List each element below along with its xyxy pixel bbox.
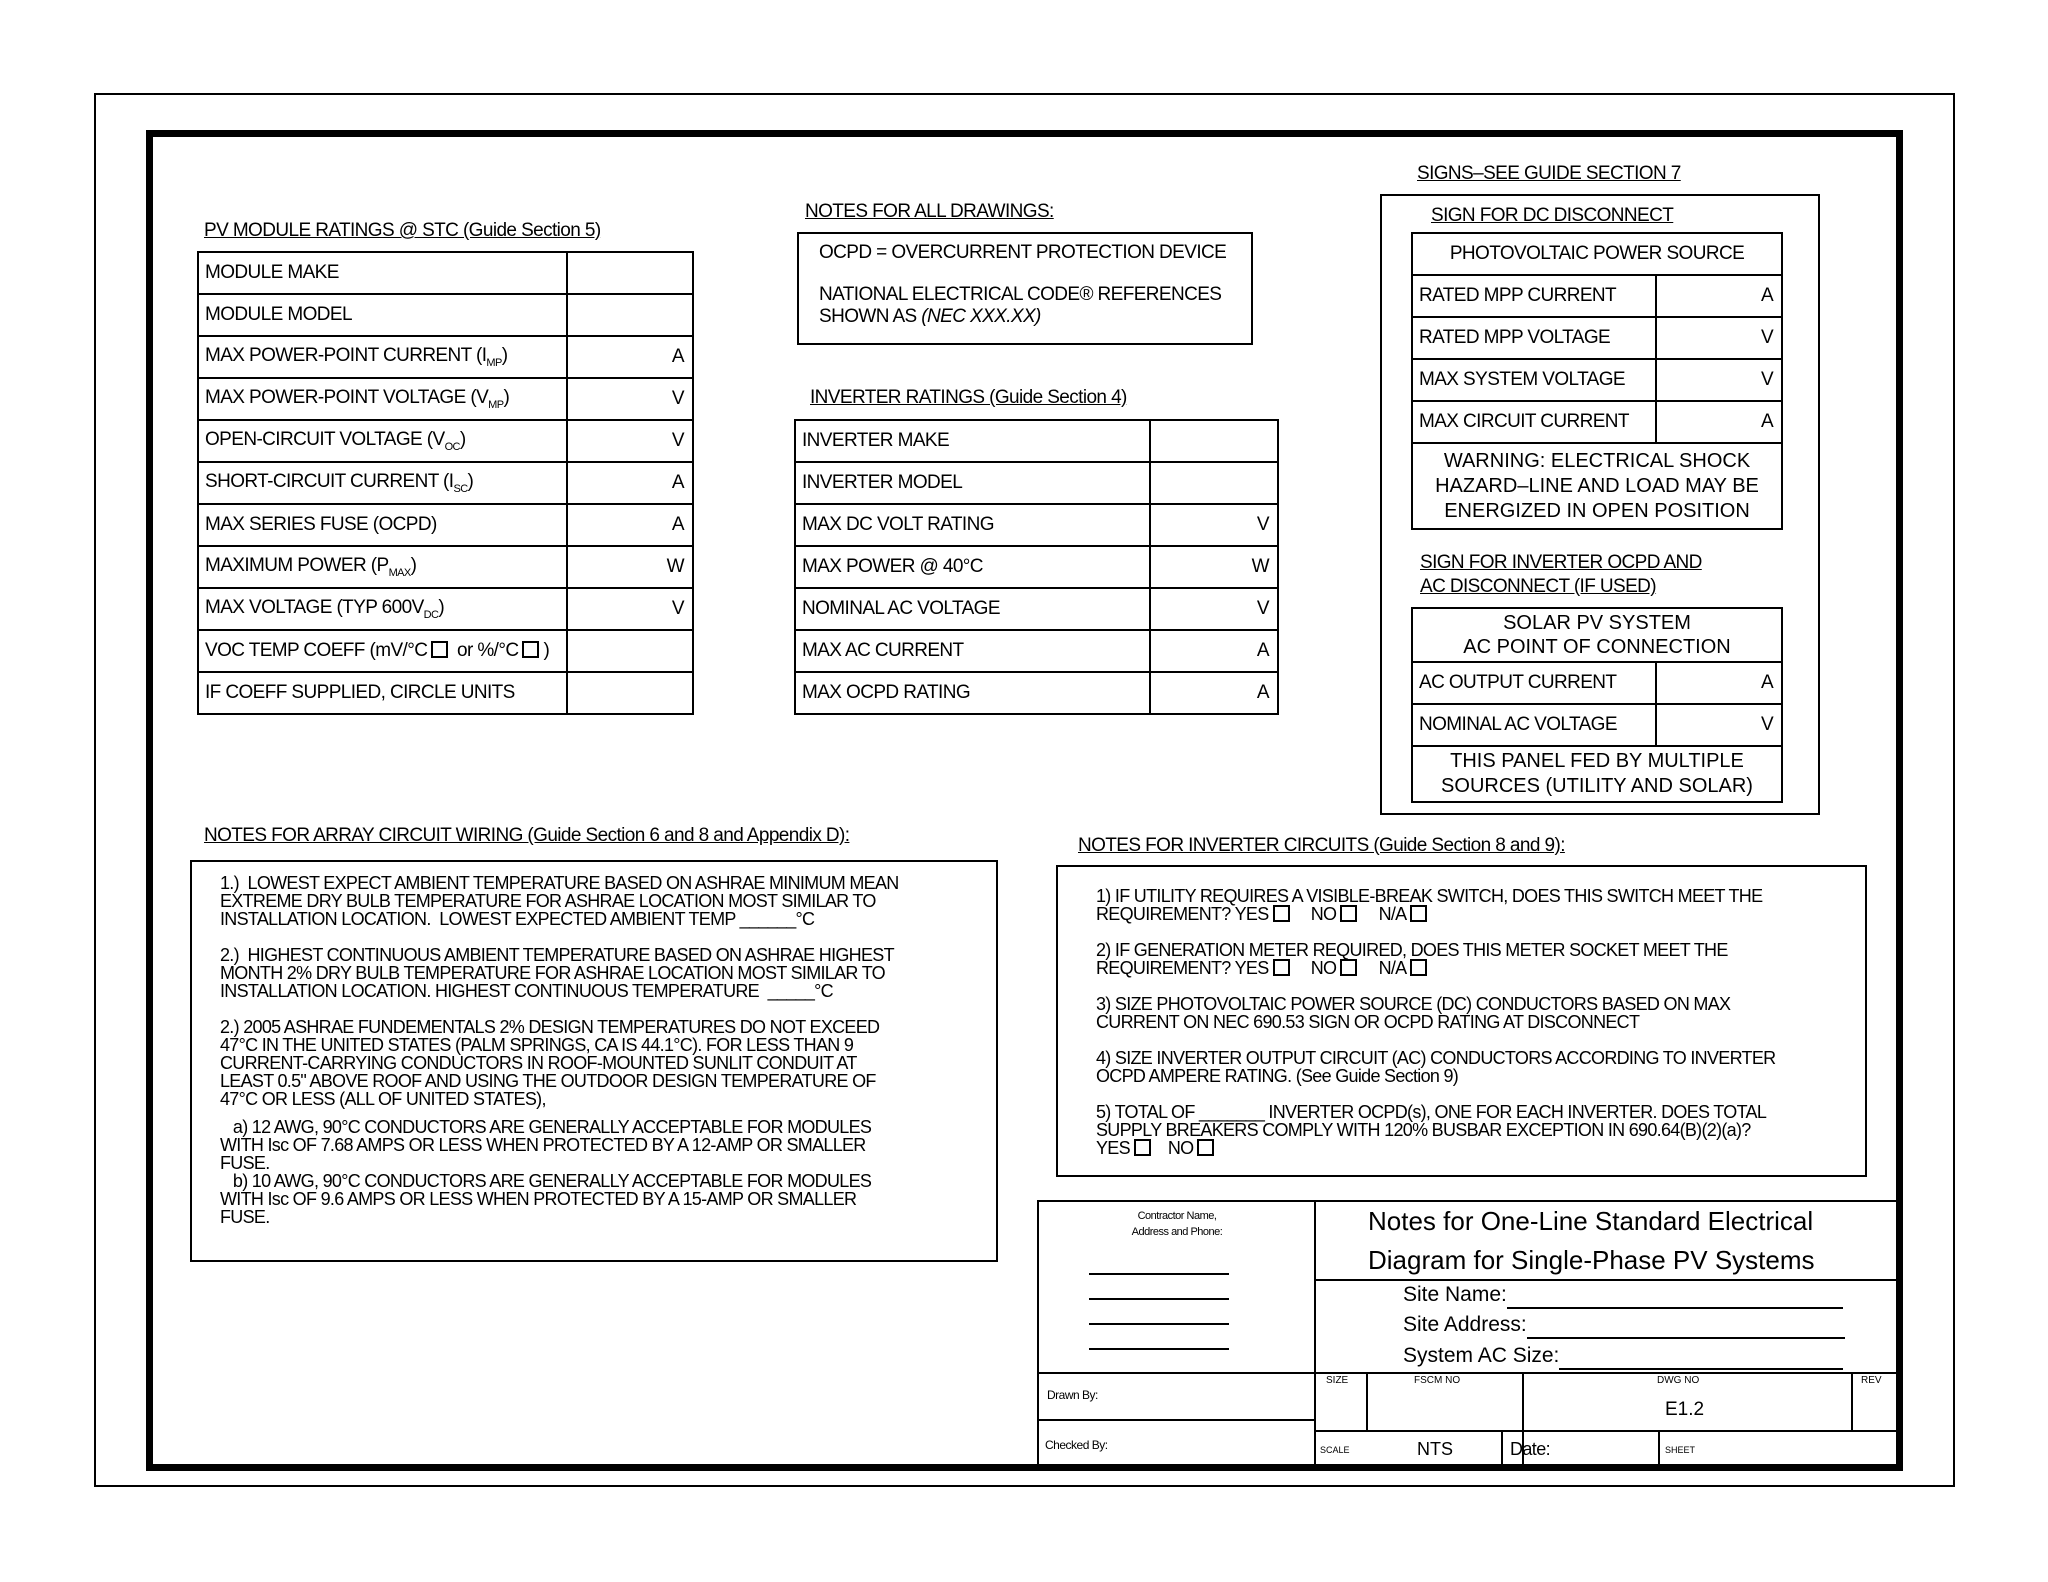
table-row <box>198 420 693 462</box>
system-ac-size-row: System AC Size: <box>1403 1344 1843 1370</box>
warning-text: WARNING: ELECTRICAL SHOCK HAZARD–LINE AND LOAD MAY BE ENERGIZED IN OPEN POSITION <box>1412 443 1782 529</box>
unit-value-field[interactable]: A <box>567 462 693 504</box>
note1-no-checkbox[interactable] <box>1340 905 1357 922</box>
unit-value-field[interactable]: V <box>1150 588 1278 630</box>
row-label: INVERTER MAKE <box>795 420 1150 462</box>
table-row <box>198 378 693 420</box>
table-row <box>198 672 693 714</box>
unit-value-field[interactable]: V <box>567 588 693 630</box>
array-notes-box <box>190 860 998 1262</box>
row-label: MODULE MAKE <box>198 252 567 294</box>
unit-value-field[interactable]: V <box>1656 359 1782 401</box>
row-label: MAX DC VOLT RATING <box>795 504 1150 546</box>
notes-all-line-1: OCPD = OVERCURRENT PROTECTION DEVICE <box>819 242 1227 263</box>
value-field[interactable] <box>567 294 693 336</box>
table-row <box>198 588 693 630</box>
unit-value-field[interactable] <box>567 672 693 714</box>
table-row <box>1412 704 1782 746</box>
row-label: MAX POWER-POINT VOLTAGE $(V_{MP})$ <box>198 378 567 420</box>
table-row <box>1412 359 1782 401</box>
row-label: MAX AC CURRENT <box>795 630 1150 672</box>
unit-value-field[interactable]: V <box>1150 504 1278 546</box>
notes-all-heading: NOTES FOR ALL DRAWINGS: <box>805 201 1054 222</box>
ac-point-sign-table <box>1411 607 1783 803</box>
contractor-line-4[interactable] <box>1089 1348 1229 1350</box>
array-note-paragraph: 2.) HIGHEST CONTINUOUS AMBIENT TEMPERATURE BASED ON ASHRAE HIGHEST MONTH 2% DRY BULB TEMPERATURE FOR ASHRAE LOCATION MOST SIMILAR TO INSTALLATION LOCATION. HIGHEST CONTINUOUS TEMPERATURE _____°C <box>220 945 894 1001</box>
pv-module-table <box>197 251 694 715</box>
inv-sign-heading-1: SIGN FOR INVERTER OCPD AND <box>1420 552 1702 573</box>
table-row <box>198 336 693 378</box>
title-block <box>1037 1200 1896 1466</box>
table-row <box>198 294 693 336</box>
scale-value: NTS <box>1417 1439 1453 1459</box>
table-row <box>795 672 1278 714</box>
row-label: SHORT-CIRCUIT CURRENT $(I_{SC})$ <box>198 462 567 504</box>
site-address-field[interactable] <box>1527 1313 1845 1339</box>
array-note-paragraph: 1.) LOWEST EXPECT AMBIENT TEMPERATURE BASED ON ASHRAE MINIMUM MEAN EXTREME DRY BULB TEMPERATURE FOR ASHRAE LOCATION MOST SIMILAR TO INSTALLATION LOCATION. LOWEST EXPECTED AMBIENT TEMP ______°C <box>220 873 899 929</box>
note1-yes-checkbox[interactable] <box>1273 905 1290 922</box>
row-label: RATED MPP CURRENT <box>1412 275 1656 317</box>
row-label: MAX CIRCUIT CURRENT <box>1412 401 1656 443</box>
note2-no-checkbox[interactable] <box>1340 959 1357 976</box>
site-name-row: Site Name: <box>1403 1283 1843 1309</box>
notes-all-box <box>797 232 1253 345</box>
value-field[interactable] <box>1150 462 1278 504</box>
inverter-heading: INVERTER RATINGS (Guide Section 4) <box>810 387 1127 408</box>
signs-heading: SIGNS–SEE GUIDE SECTION 7 <box>1417 163 1681 184</box>
array-note-paragraph: 2.) 2005 ASHRAE FUNDEMENTALS 2% DESIGN TEMPERATURES DO NOT EXCEED 47°C IN THE UNITED STATES (PALM SPRINGS, CA IS 44.1°C). FOR LESS THAN 9 CURRENT-CARRYING CONDUCTORS IN ROOF-MOUNTED SUNLIT CONDUIT AT LEAST 0.5" ABOVE ROOF AND USING THE OUTDOOR DESIGN TEMPERATURE OF 47°C OR LESS (ALL OF UNITED STATES), <box>220 1017 880 1109</box>
inv-sign-heading-2: AC DISCONNECT (IF USED) <box>1420 576 1657 597</box>
contractor-label: Contractor Name, Address and Phone: <box>1131 1210 1223 1238</box>
inverter-note-5: 5) TOTAL OF _______ INVERTER OCPD(s), ONE FOR EACH INVERTER. DOES TOTAL SUPPLY BREAKERS COMPLY WITH 120% BUSBAR EXCEPTION IN 690.64(B)(2)(a)? YES NO <box>1096 1102 1767 1158</box>
unit-value-field[interactable] <box>567 630 693 672</box>
note1-na-checkbox[interactable] <box>1410 905 1427 922</box>
row-label: RATED MPP VOLTAGE <box>1412 317 1656 359</box>
table-row <box>1412 401 1782 443</box>
table-row <box>198 252 693 294</box>
row-label: VOC TEMP COEFF (mV/°C or %/°C ) <box>198 630 567 672</box>
warning-row <box>1412 443 1782 529</box>
note5-no-checkbox[interactable] <box>1197 1139 1214 1156</box>
sign-title-row <box>1412 608 1782 662</box>
table-row <box>795 546 1278 588</box>
row-label: INVERTER MODEL <box>795 462 1150 504</box>
site-address-row: Site Address: <box>1403 1313 1845 1339</box>
unit-checkbox-pct[interactable] <box>522 641 539 658</box>
row-label: MAX POWER @ 40°C <box>795 546 1150 588</box>
array-note-paragraph: a) 12 AWG, 90°C CONDUCTORS ARE GENERALLY ACCEPTABLE FOR MODULES WITH Isc OF 7.68 AMPS OR LESS WHEN PROTECTED BY A 12-AMP OR SMALLER FUSE. b) 10 AWG, 90°C CONDUCTORS ARE GENERALLY ACCEPTABLE FOR MODULES WITH Isc OF 9.6 AMPS OR LESS WHEN PROTECTED BY A 15-AMP OR SMALLER FUSE. <box>220 1117 872 1227</box>
note2-na-checkbox[interactable] <box>1410 959 1427 976</box>
value-field[interactable] <box>1150 420 1278 462</box>
unit-value-field[interactable]: V <box>567 378 693 420</box>
row-label: IF COEFF SUPPLIED, CIRCLE UNITS <box>198 672 567 714</box>
dwg-no-label: DWG NO <box>1657 1375 1700 1386</box>
unit-value-field[interactable]: W <box>567 546 693 588</box>
system-ac-size-field[interactable] <box>1559 1344 1843 1370</box>
pv-module-heading: PV MODULE RATINGS @ STC (Guide Section 5) <box>204 220 601 241</box>
dwg-no-value: E1.2 <box>1665 1399 1705 1420</box>
inverter-notes-heading: NOTES FOR INVERTER CIRCUITS (Guide Section 8 and 9): <box>1078 835 1565 856</box>
site-name-field[interactable] <box>1507 1283 1843 1309</box>
row-label: MODULE MODEL <box>198 294 567 336</box>
contractor-line-2[interactable] <box>1089 1298 1229 1300</box>
row-label: MAXIMUM POWER $(P_{MAX})$ <box>198 546 567 588</box>
checked-by-label: Checked By: <box>1045 1438 1108 1452</box>
inverter-note-2: 2) IF GENERATION METER REQUIRED, DOES THIS METER SOCKET MEET THE REQUIREMENT? YES NO N/A <box>1096 940 1728 978</box>
inverter-ratings-table <box>794 419 1279 715</box>
table-row <box>795 588 1278 630</box>
inverter-notes-box <box>1056 865 1867 1177</box>
table-row <box>198 462 693 504</box>
unit-value-field[interactable]: A <box>567 336 693 378</box>
row-label: OPEN-CIRCUIT VOLTAGE $(V_{OC})$ <box>198 420 567 462</box>
table-row <box>795 630 1278 672</box>
unit-value-field[interactable]: V <box>1656 317 1782 359</box>
unit-value-field[interactable]: A <box>1656 401 1782 443</box>
table-row <box>1412 317 1782 359</box>
table-row <box>1412 662 1782 704</box>
contractor-line-3[interactable] <box>1089 1323 1229 1325</box>
row-label: MAX POWER-POINT CURRENT $(I_{MP})$ <box>198 336 567 378</box>
array-notes-text <box>220 874 990 1244</box>
unit-value-field[interactable]: W <box>1150 546 1278 588</box>
unit-value-field[interactable]: A <box>1150 672 1278 714</box>
inverter-note-4: 4) SIZE INVERTER OUTPUT CIRCUIT (AC) CONDUCTORS ACCORDING TO INVERTER OCPD AMPERE RATING. (See Guide Section 9) <box>1096 1048 1776 1086</box>
row-label: MAX VOLTAGE (TYP $600V_{DC}$) <box>198 588 567 630</box>
dc-disconnect-sign-table <box>1411 232 1783 530</box>
ac-sign-title: SOLAR PV SYSTEM AC POINT OF CONNECTION <box>1412 608 1782 662</box>
inverter-notes-text <box>1096 887 1861 1175</box>
notes-all-line-2: NATIONAL ELECTRICAL CODE® REFERENCES <box>819 284 1222 305</box>
row-label: NOMINAL AC VOLTAGE <box>1412 704 1656 746</box>
unit-value-field[interactable]: A <box>1150 630 1278 672</box>
unit-value-field[interactable]: A <box>1656 662 1782 704</box>
table-row <box>795 504 1278 546</box>
unit-checkbox-mv[interactable] <box>431 641 448 658</box>
table-row <box>795 462 1278 504</box>
row-label: MAX SERIES FUSE (OCPD) <box>198 504 567 546</box>
fscm-label: FSCM NO <box>1414 1375 1461 1386</box>
row-label: MAX OCPD RATING <box>795 672 1150 714</box>
contractor-line-1[interactable] <box>1089 1273 1229 1275</box>
size-label: SIZE <box>1326 1375 1349 1386</box>
rev-label: REV <box>1861 1375 1882 1386</box>
sign-title-row <box>1412 233 1782 275</box>
dc-sign-heading: SIGN FOR DC DISCONNECT <box>1431 205 1674 226</box>
row-label: NOMINAL AC VOLTAGE <box>795 588 1150 630</box>
row-label: MAX SYSTEM VOLTAGE <box>1412 359 1656 401</box>
notes-all-line-3: SHOWN AS (NEC XXX.XX) <box>819 306 1041 327</box>
inverter-note-3: 3) SIZE PHOTOVOLTAIC POWER SOURCE (DC) CONDUCTORS BASED ON MAX CURRENT ON NEC 690.53 SIGN OR OCPD RATING AT DISCONNECT <box>1096 994 1731 1032</box>
value-field[interactable] <box>567 252 693 294</box>
note2-yes-checkbox[interactable] <box>1273 959 1290 976</box>
unit-value-field[interactable]: A <box>567 504 693 546</box>
unit-value-field[interactable]: V <box>567 420 693 462</box>
table-row <box>1412 275 1782 317</box>
unit-value-field[interactable]: A <box>1656 275 1782 317</box>
drawing-title-2: Diagram for Single-Phase PV Systems <box>1368 1245 1815 1275</box>
unit-value-field[interactable]: V <box>1656 704 1782 746</box>
sheet-label: SHEET <box>1665 1445 1696 1455</box>
table-row <box>795 420 1278 462</box>
inverter-note-1: 1) IF UTILITY REQUIRES A VISIBLE-BREAK SWITCH, DOES THIS SWITCH MEET THE REQUIREMENT? YES NO N/A <box>1096 886 1763 924</box>
drawn-by-label: Drawn By: <box>1047 1388 1098 1402</box>
panel-note-row <box>1412 746 1782 802</box>
array-notes-heading: NOTES FOR ARRAY CIRCUIT WIRING (Guide Section 6 and 8 and Appendix D): <box>204 825 850 846</box>
table-row <box>198 630 693 672</box>
table-row <box>198 546 693 588</box>
scale-label: SCALE <box>1320 1445 1350 1455</box>
row-label: AC OUTPUT CURRENT <box>1412 662 1656 704</box>
table-row <box>198 504 693 546</box>
panel-note-text: THIS PANEL FED BY MULTIPLE SOURCES (UTILITY AND SOLAR) <box>1412 746 1782 802</box>
drawing-title-1: Notes for One-Line Standard Electrical <box>1368 1206 1814 1236</box>
dc-sign-title: PHOTOVOLTAIC POWER SOURCE <box>1412 233 1782 275</box>
date-label: Date: <box>1510 1439 1551 1459</box>
note5-yes-checkbox[interactable] <box>1134 1139 1151 1156</box>
